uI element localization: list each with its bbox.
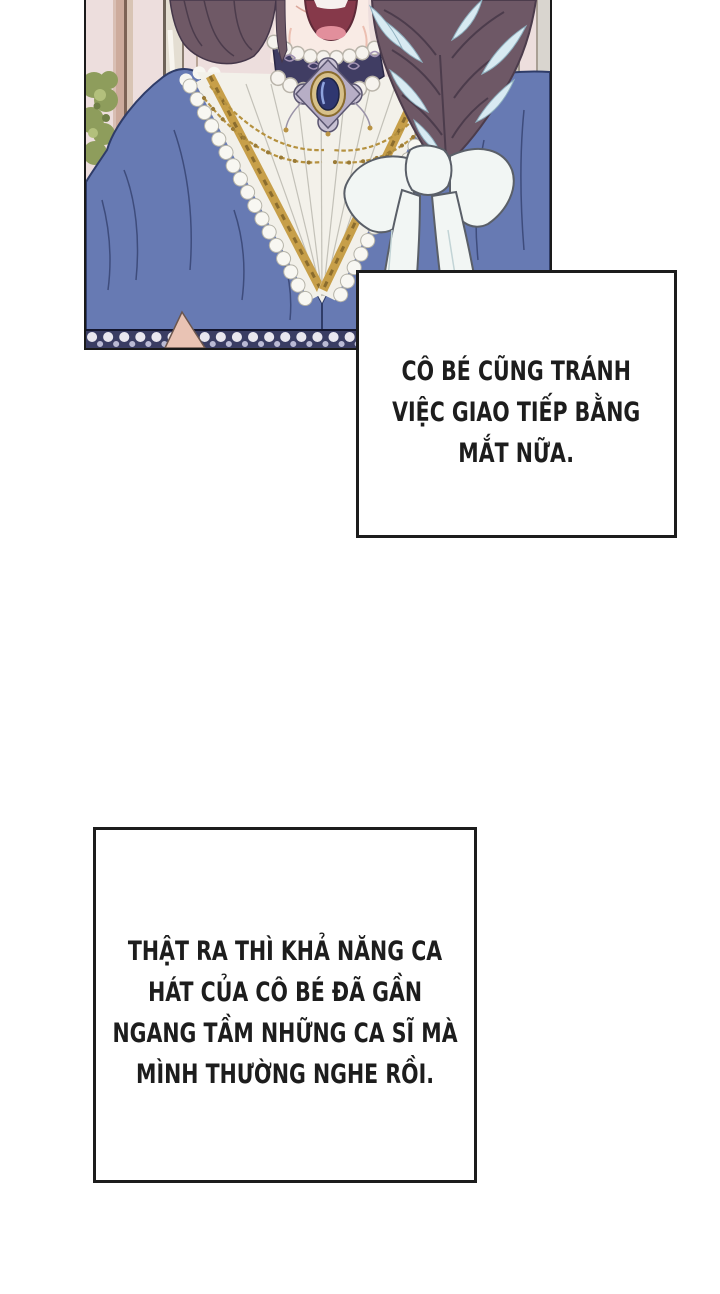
narration-text-1: [392, 351, 640, 474]
narration-line: THẬT RA THÌ KHẢ NĂNG CA: [127, 936, 443, 967]
narration-line: MẮT NỮA.: [458, 437, 575, 469]
narration-line: CÔ BÉ CŨNG TRÁNH: [401, 355, 632, 387]
narration-box-2: [93, 827, 477, 1183]
sapphire-gem: [317, 78, 339, 110]
narration-box-1: [356, 270, 677, 538]
lower-lip: [316, 26, 346, 40]
narration-line: MÌNH THƯỜNG NGHE RỒI.: [136, 1059, 434, 1090]
narration-line: HÁT CỦA CÔ BÉ ĐÃ GẦN: [148, 977, 422, 1008]
narration-line: NGANG TẦM NHỮNG CA SĨ MÀ: [112, 1018, 458, 1049]
narration-line: VIỆC GIAO TIẾP BẰNG: [392, 396, 641, 428]
narration-text-2: [112, 931, 457, 1095]
